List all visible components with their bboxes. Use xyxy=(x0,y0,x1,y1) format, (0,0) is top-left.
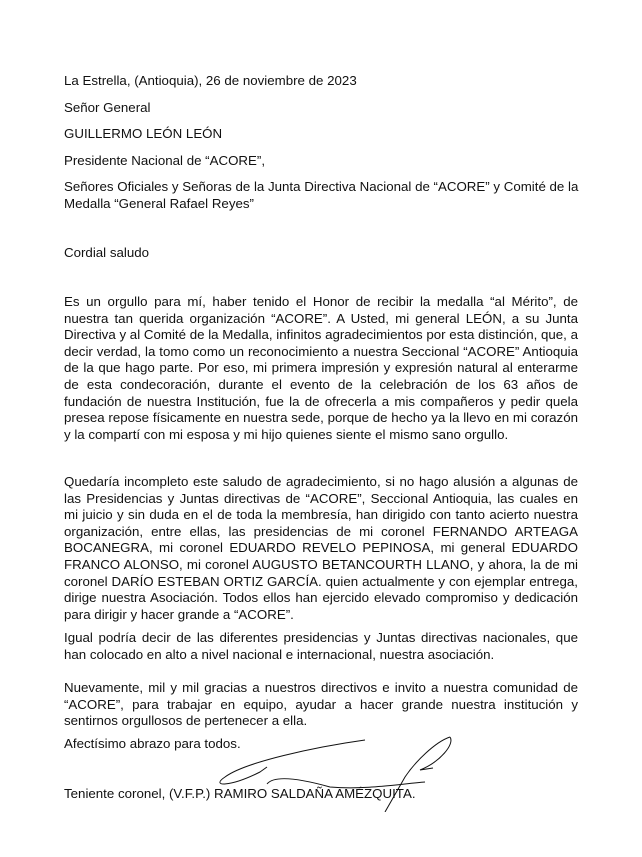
place-date: La Estrella, (Antioquia), 26 de noviembre de 2023 xyxy=(64,73,357,88)
body-paragraph: Es un orgullo para mí, haber tenido el Honor de recibir la medalla “al Mérito”, de nuestra tan querida organización “ACORE”. A Usted, mi general LEÓN, a su Junta Directiva y al Comité de la Medalla, infinitos agradecimientos por esta distinción, que, a decir verdad, la tomo como un reconocimiento a nuestra Seccional “ACORE” Antioquia de la que hago parte. Por eso, mi primera impresión y expresión natural al enterarme de esta condecoración, durante el evento de la celebración de los 63 años de fundación de nuestra Institución, fue la de ofrecerla a mis compañeros y pedir quela presea repose físicamente en nuestra sede, porque de hecho ya la llevo en mi corazón y la compartí con mi esposa y mi hijo quienes siente el mismo sano orgullo. xyxy=(64,294,578,442)
greeting: Cordial saludo xyxy=(64,245,150,260)
closing: Afectísimo abrazo para todos. xyxy=(64,736,241,751)
additional-recipients: Señores Oficiales y Señoras de la Junta Directiva Nacional de “ACORE” y Comité de la Medalla “General Rafael Reyes” xyxy=(64,179,579,211)
body-paragraph: Nuevamente, mil y mil gracias a nuestros directivos e invito a nuestra comunidad de “ACORE”, para trabajar en equipo, ayudar a hacer grande nuestra institución y sentirnos orgullosos de pertenecer a ella. xyxy=(64,680,578,729)
signer-name: Teniente coronel, (V.F.P.) RAMIRO SALDAÑA AMÉZQUITA. xyxy=(64,786,416,801)
recipient-position: Presidente Nacional de “ACORE”, xyxy=(64,153,266,168)
recipient-name: GUILLERMO LEÓN LEÓN xyxy=(64,126,223,141)
recipient-title: Señor General xyxy=(64,100,151,115)
body-paragraph: Igual podría decir de las diferentes presidencias y Juntas directivas nacionales, que han colocado en alto a nivel nacional e internacional, nuestra asociación. xyxy=(64,630,578,662)
body-paragraph: Quedaría incompleto este saludo de agradecimiento, si no hago alusión a algunas de las Presidencias y Juntas directivas de “ACORE”, Seccional Antioquia, las cuales en mi juicio y sin duda en el de toda la membresía, han dirigido con tanto acierto nuestra organización, entre ellas, las presidencias de mi coronel FERNANDO ARTEAGA BOCANEGRA, mi coronel EDUARDO REVELO PEPINOSA, mi general EDUARDO FRANCO ALONSO, mi coronel AUGUSTO BETANCOURTH LLANO, y ahora, la de mi coronel DARÍO ESTEBAN ORTIZ GARCÍA. quien actualmente y con ejemplar entrega, dirige nuestra Asociación. Todos ellos han ejercido elevado compromiso y dedicación para dirigir y hacer grande a “ACORE”. xyxy=(64,474,578,622)
